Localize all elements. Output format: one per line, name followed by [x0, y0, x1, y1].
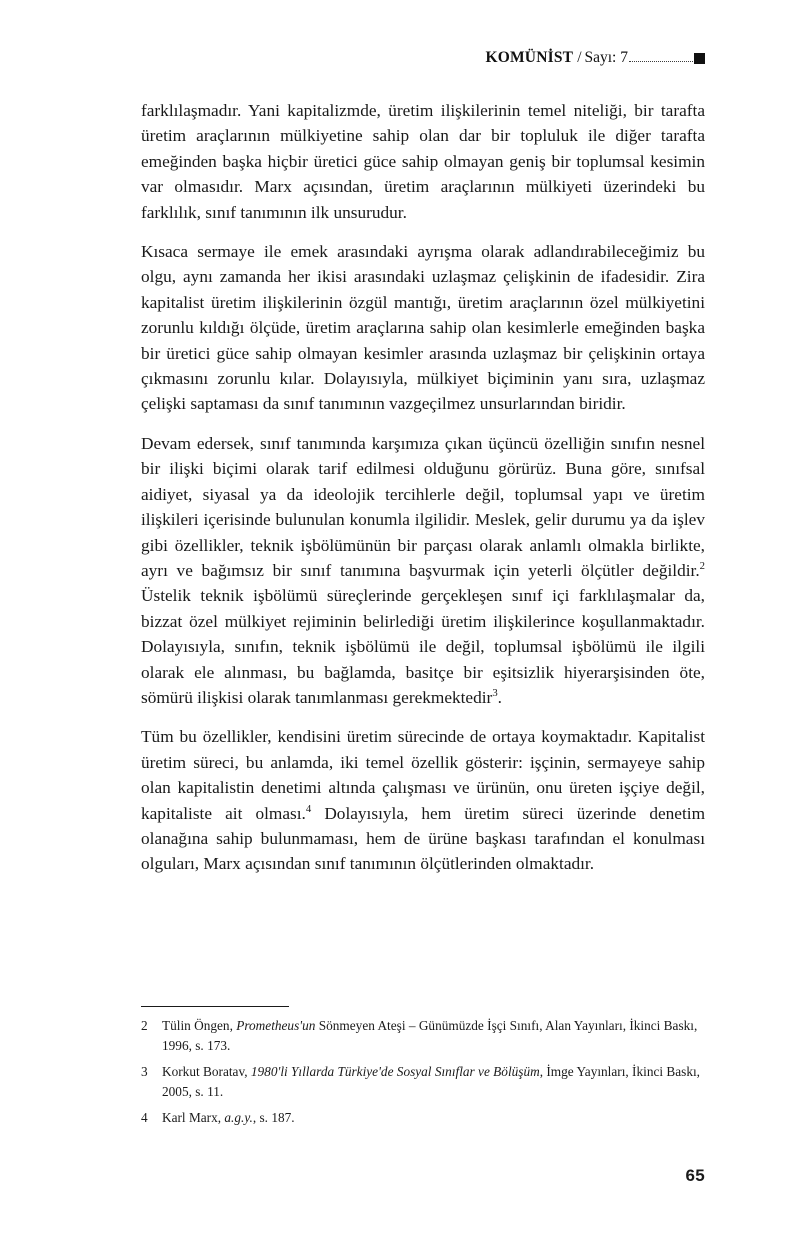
black-square-icon [694, 53, 705, 64]
paragraph-3-tail-end: . [497, 687, 502, 707]
header-separator: / [577, 49, 582, 66]
footnotes-section [141, 1006, 705, 1128]
footnote-marker-4[interactable]: 4 [305, 802, 312, 815]
paragraph-4-continuation: Dolayısıyla, hem üretim süreci üzerinde denetim olanağına sahip bulunmaması, hem de ürüne başkası tarafından el konulması olguları, Marx açısından sınıf tanımının ölçütlerinden olmaktadır. [141, 803, 706, 874]
paragraph-1: farklılaşmadır. Yani kapitalizmde, üretim ilişkilerinin temel niteliği, bir tarafta üretim araçlarının mülkiyetine sahip olan dar bir topluluk ile diğer tarafta emeğinden başka hiçbir üretici güce sahip olmayan geniş bir toplumsal kesimin var olmasıdır. Marx açısından, üretim araçlarının mülkiyeti üzerindeki bu farklılık, sınıf tanımının ilk unsurudur. [141, 101, 705, 222]
paragraph-3 [141, 431, 705, 710]
footnote-number-3: 3 [141, 1064, 148, 1080]
page-number: 65 [685, 1166, 705, 1185]
publication-title: KOMÜNİST [485, 49, 574, 66]
footnote-item-2 [141, 1016, 705, 1055]
dotted-leader-icon [629, 53, 693, 64]
footnote-3-title: 1980'li Yıllarda Türkiye'de Sosyal Sınıflar ve Bölüşüm [250, 1064, 540, 1080]
footnote-item-4 [141, 1108, 705, 1128]
footnote-3-post: , İmge Yayınları, İkinci Baskı, 2005, s. 11. [162, 1064, 701, 1099]
footnote-text-2 [162, 1016, 705, 1055]
footnote-text-4 [162, 1108, 705, 1128]
footnote-text-3 [162, 1062, 705, 1101]
paragraph-3-tail: Üstelik teknik işbölümü süreçlerinde gerçekleşen sınıf içi farklılaşmalar da, bizzat özel mülkiyet rejiminin belirlediği üretim ilişkilerince koşullanmaktadır. Dolayısıyla, sınıfın, teknik işbölümü ile değil, toplumsal işbölümü ile ilgili olarak ele alınması, bu bağlamda, basitçe bir eşitsizlik hiyerarşisinden öte, sömürü ilişkisi olarak tanımlanması gerekmektedir [141, 586, 705, 707]
footnote-3-pre: Korkut Boratav, [162, 1064, 251, 1080]
issue-number: Sayı: 7 [584, 49, 628, 66]
footnote-4-post: , s. 187. [252, 1110, 295, 1126]
paragraph-3-main: Devam edersek, sınıf tanımında karşımıza çıkan üçüncü özelliğin sınıfın nesnel bir ilişki biçimi olarak tarif edilmesi olduğunu görürüz. Buna göre, sınıfsal aidiyet, siyasal ya da ideolojik tercihlerle değil, toplumsal yapı ve üretim ilişkileri içerisinde bulunulan konumla ilgilidir. Meslek, gelir durumu ya da işlev gibi özellikler, teknik işbölümünün bir parçası olarak anlamlı olmakla birlikte, ayrı ve bağımsız bir sınıf tanımına başvurmak için yeterli ölçütler değildir. [141, 433, 705, 580]
footnote-item-3 [141, 1062, 705, 1101]
running-header [141, 45, 705, 71]
footnote-2-title: Prometheus'un [236, 1018, 316, 1033]
footnote-2-pre: Tülin Öngen, [162, 1018, 237, 1033]
footnote-marker-2[interactable]: 2 [699, 560, 705, 573]
footnote-marker-3[interactable]: 3 [492, 687, 498, 700]
body-text-column [141, 98, 705, 877]
paragraph-4-main: Tüm bu özellikler, kendisini üretim sürecinde de ortaya koymaktadır. Kapitalist üretim süreci, bu anlamda, iki temel özellik gösterir: işçinin, sermayeye sahip olan kapitalistin denetimi altında çalışması ve ürünün, onu üreten işçiye değil, kapitaliste ait olması. [141, 727, 705, 823]
paragraph-4-tail [311, 804, 324, 823]
paragraph-2: Kısaca sermaye ile emek arasındaki ayrışma olarak adlandırabileceğimiz bu olgu, aynı zamanda her ikisi arasındaki uzlaşmaz çelişkinin de ifadesidir. Zira kapitalist üretim ilişkilerinin özgül mantığı, üretim araçlarının özel mülkiyetini zorunlu kıldığı ölçüde, üretim araçlarına sahip olan kesimlerle emeğinden başka bir üretici güce sahip olmayan kesimler arasında uzlaşmaz bir çelişkinin ortaya çıkmasını zorunlu kılar. Dolayısıyla, mülkiyet biçiminin yanı sıra, uzlaşmaz çelişki saptaması da sınıf tanımının vazgeçilmez unsurlarından biridir. [141, 242, 705, 414]
footnote-separator-rule [141, 1006, 289, 1007]
footnote-2-post: Sönmeyen Ateşi – Günümüzde İşçi Sınıfı, Alan Yayınları, İkinci Baskı, 1996, s. 173. [162, 1018, 698, 1053]
footnote-number-4: 4 [141, 1110, 148, 1126]
paragraph-4 [141, 724, 705, 876]
footnote-number-2: 2 [141, 1018, 148, 1033]
footnote-4-pre: Karl Marx, [162, 1110, 225, 1126]
footnote-4-title: a.g.y. [224, 1110, 253, 1126]
